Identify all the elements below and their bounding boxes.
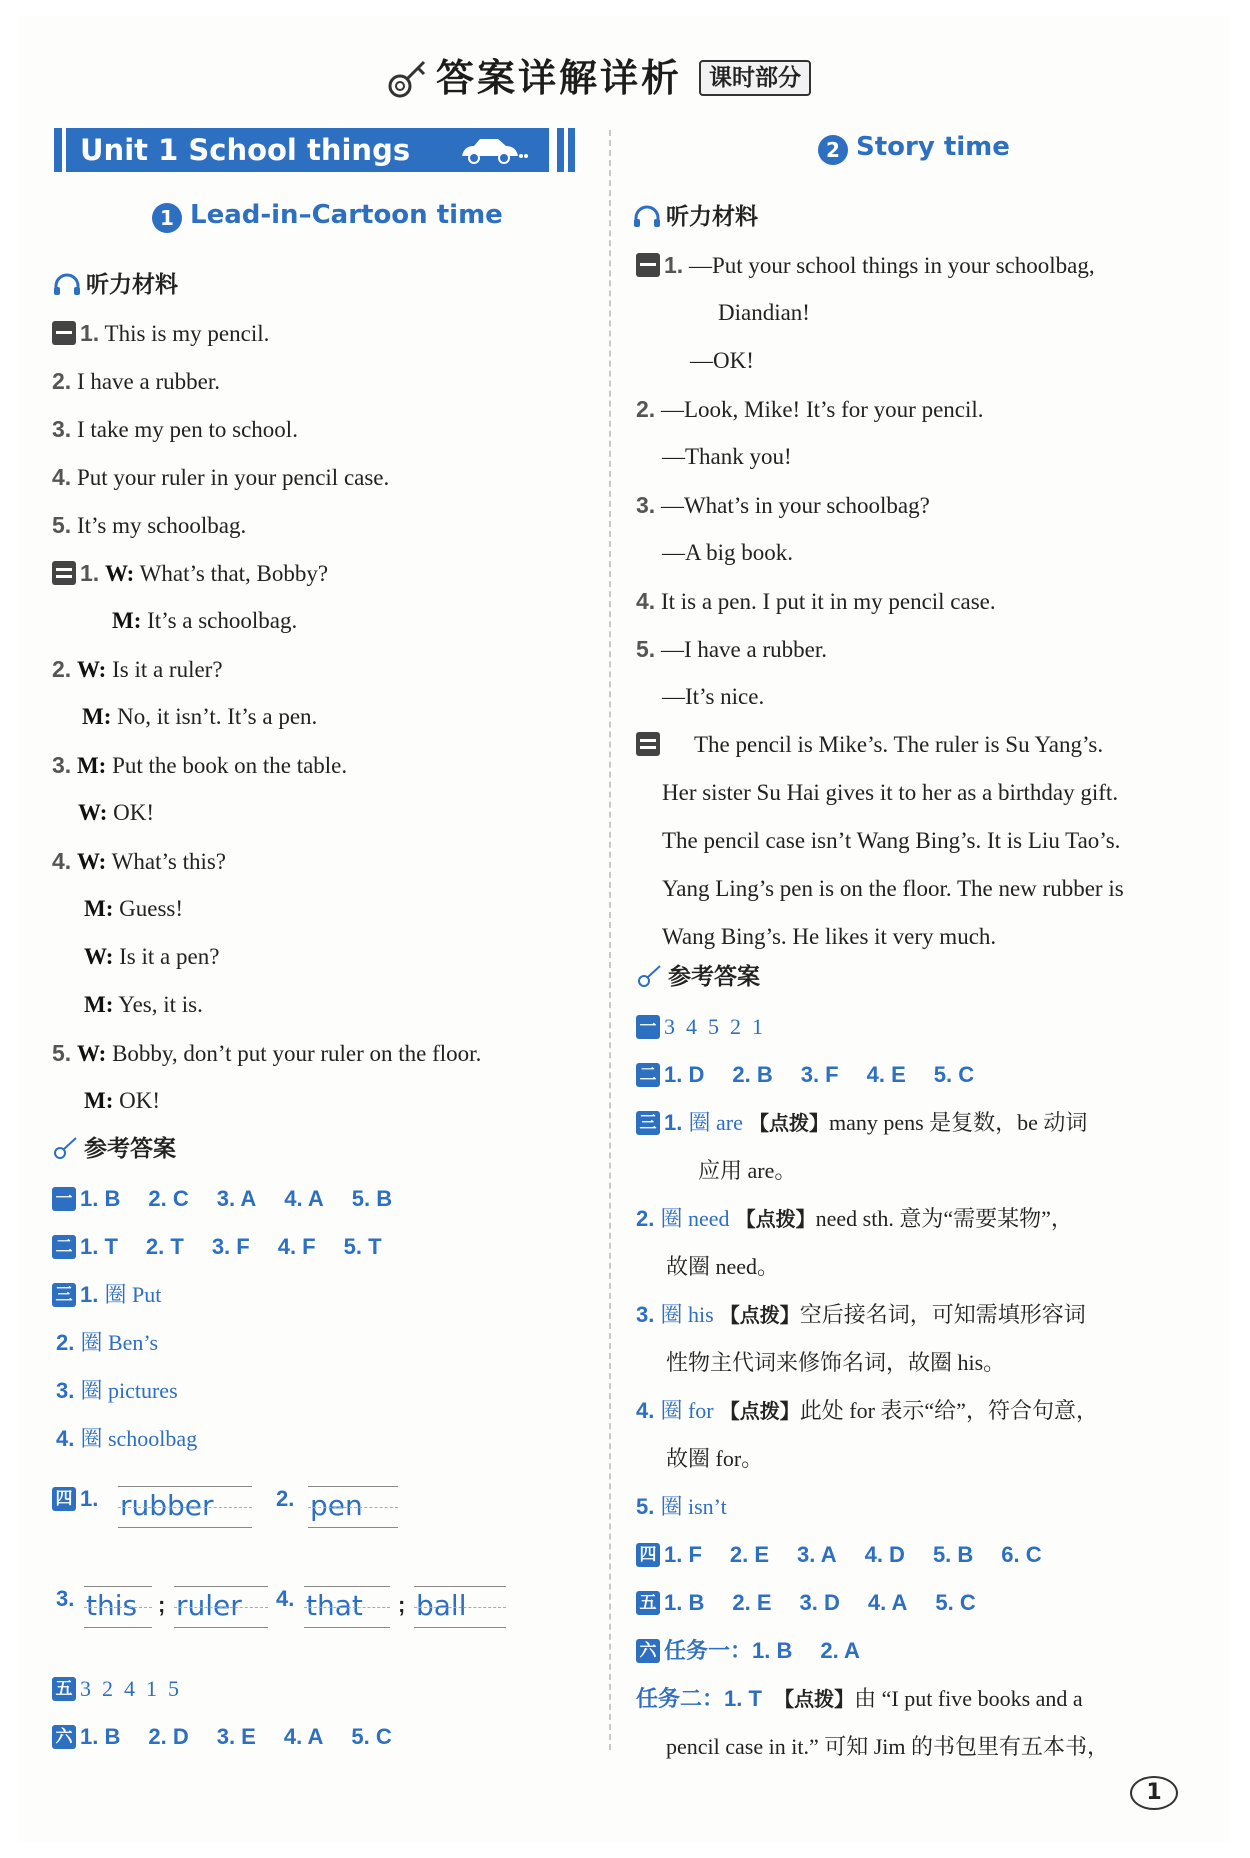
section-title-left: 1 Lead-in–Cartoon time [152,198,503,233]
handwriting-answer: that [304,1586,390,1628]
headphones-icon [52,272,82,296]
listening-line: Diandian! [718,300,810,325]
answer-row: 4. 圈 for 【点拨】此处 for 表示“给”，符合句意， [636,1398,1098,1423]
page-title: 答案详解详析 [436,56,683,100]
answer-row: 2. 圈 need 【点拨】need sth. 意为“需要某物”， [636,1206,1073,1231]
listening-line: 5. W: Bobby, don’t put your ruler on the floor. [52,1040,482,1066]
listening-line: 3. M: Put the book on the table. [52,752,348,778]
listening-line: —OK! [690,348,754,373]
handwriting-answer: ball [414,1586,506,1628]
listening-line: M: OK! [84,1088,161,1113]
paragraph-line: The pencil is Mike’s. The ruler is Su Yang’s. [636,730,1103,760]
listening-line: 2. —Look, Mike! It’s for your pencil. [636,396,984,422]
answer-row: 一 1. B 2. C 3. A 4. A 5. B [52,1184,420,1214]
section-marker-icon [52,561,76,585]
paragraph-line: The pencil case isn’t Wang Bing’s. It is Liu Tao’s. [662,828,1121,853]
listening-line: 1. —Put your school things in your schoolbag, [636,250,1095,281]
listening-line: W: OK! [78,800,155,825]
answer-num: 2. [276,1486,295,1511]
answer-row: 性物主代词来修饰名词，故圈 his。 [666,1350,1006,1375]
answer-row: 二 1. D 2. B 3. F 4. E 5. C [636,1060,1002,1090]
listening-line: 3. —What’s in your schoolbag? [636,492,930,518]
handwriting-answer: this [84,1586,152,1628]
listening-line: 1. W: What’s that, Bobby? [52,558,328,589]
answer-row: 四 1. F 2. E 3. A 4. D 5. B 6. C [636,1540,1070,1570]
listening-line: —It’s nice. [662,684,765,709]
key-icon [636,964,664,988]
listening-line: 4. It is a pen. I put it in my pencil case. [636,588,996,614]
listening-line: 2. W: Is it a ruler? [52,656,223,682]
column-divider [609,130,611,1750]
answer-row: 故圈 need。 [666,1254,780,1279]
listening-line: M: No, it isn’t. It’s a pen. [82,704,318,729]
listening-heading: 听力材料 [52,270,178,300]
answers-heading: 参考答案 [52,1134,176,1164]
section-marker-icon [636,732,660,756]
unit-title: Unit 1 School things [80,133,411,167]
answer-row: 3. 圈 his 【点拨】空后接名词，可知需填形容词 [636,1302,1086,1327]
car-icon [458,136,528,166]
answer-num: 3. [56,1586,75,1611]
key-icon [386,58,430,100]
answer-row: 三 1. 圈 are 【点拨】many pens 是复数，be 动词 [636,1108,1087,1138]
answer-row: 任务二：1. T 【点拨】由 “I put five books and a [636,1686,1083,1711]
answer-row: 应用 are。 [698,1158,797,1183]
key-icon [52,1136,80,1160]
section-tag: 课时部分 [699,60,811,96]
listening-line: —A big book. [662,540,793,565]
answer-row: 5. 圈 isn’t [636,1494,727,1519]
section-marker-icon [52,321,76,345]
handwriting-answer: rubber [118,1486,252,1528]
answer-row: 2. 圈 Ben’s [56,1330,159,1355]
page-header [0,54,1250,104]
listening-line: 1. This is my pencil. [52,318,269,349]
answer-sep: ; [398,1592,406,1617]
answer-row: 六 任务一：1. B 2. A [636,1636,888,1666]
answer-row: 五 1. B 2. E 3. D 4. A 5. C [636,1588,1004,1618]
unit-banner [54,128,579,172]
answer-row: 三 1. 圈 Put [52,1280,161,1310]
listening-line: 5. It’s my schoolbag. [52,512,247,538]
answer-row: 故圈 for。 [666,1446,764,1471]
answer-row: 二 1. T 2. T 3. F 4. F 5. T [52,1232,410,1262]
section-number-badge: 2 [818,135,848,165]
section-marker-icon [636,253,660,277]
listening-line: 3. I take my pen to school. [52,416,298,442]
answer-row: 五 3 2 4 1 5 [52,1674,179,1704]
headphones-icon [632,204,662,228]
section-title-right: 2 Story time [818,130,1010,165]
listening-line: W: Is it a pen? [84,944,220,969]
paragraph-line: Her sister Su Hai gives it to her as a birthday gift. [662,780,1119,805]
listening-line: 2. I have a rubber. [52,368,220,394]
answer-row: 六 1. B 2. D 3. E 4. A 5. C [52,1722,420,1752]
handwriting-answer: pen [308,1486,398,1528]
listening-line: M: Yes, it is. [84,992,203,1017]
answer-row: 3. 圈 pictures [56,1378,178,1403]
answer-row: 4. 圈 schoolbag [56,1426,198,1451]
listening-line: M: It’s a schoolbag. [112,608,298,633]
listening-line: 4. W: What’s this? [52,848,227,874]
answer-sep: ; [158,1592,166,1617]
answer-row: 四 1. [52,1484,98,1514]
paragraph-line: Wang Bing’s. He likes it very much. [662,924,997,949]
answers-heading: 参考答案 [636,962,760,992]
listening-line: M: Guess! [84,896,184,921]
answer-num: 4. [276,1586,295,1611]
answer-row: pencil case in it.” 可知 Jim 的书包里有五本书， [666,1734,1109,1759]
listening-line: —Thank you! [662,444,792,469]
answer-row: 一 3 4 5 2 1 [636,1012,763,1042]
handwriting-answer: ruler [174,1586,268,1628]
listening-heading: 听力材料 [632,202,758,232]
paragraph-line: Yang Ling’s pen is on the floor. The new rubber is [662,876,1124,901]
section-number-badge: 1 [152,203,182,233]
page-number: 1 [1130,1776,1178,1810]
listening-line: 4. Put your ruler in your pencil case. [52,464,390,490]
listening-line: 5. —I have a rubber. [636,636,827,662]
